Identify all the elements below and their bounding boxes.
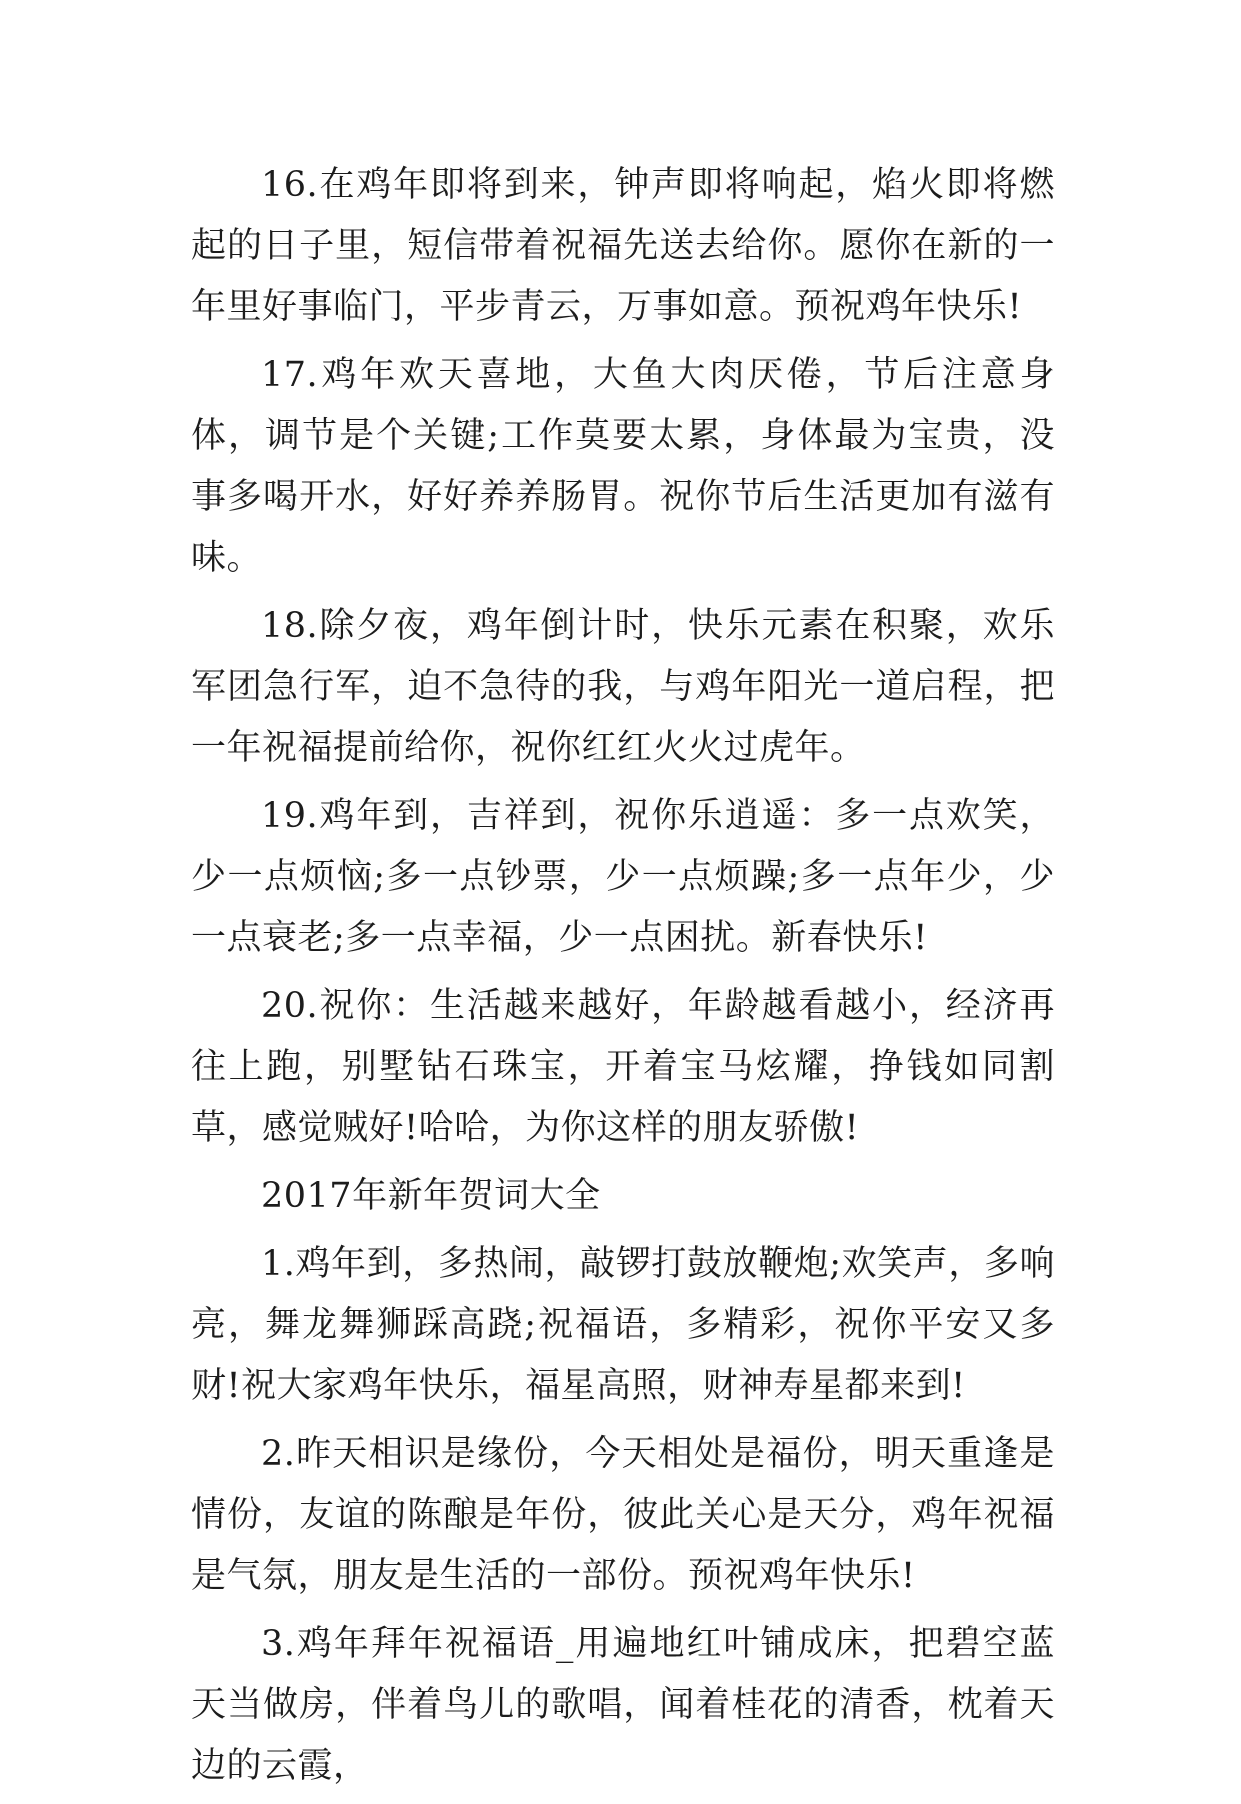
paragraph-17: 17.鸡年欢天喜地，大鱼大肉厌倦，节后注意身体，调节是个关键;工作莫要太累，身体最为宝贵，没事多喝开水，好好养养肠胃。祝你节后生活更加有滋有味。 (191, 355, 1055, 578)
paragraph-19: 19.鸡年到，吉祥到，祝你乐逍遥：多一点欢笑，少一点烦恼;多一点钞票，少一点烦躁;多一点年少，少一点衰老;多一点幸福，少一点困扰。新春快乐! (191, 796, 1055, 958)
paragraph-2: 2.昨天相识是缘份，今天相处是福份，明天重逢是情份，友谊的陈酿是年份，彼此关心是天分，鸡年祝福是气氛，朋友是生活的一部份。预祝鸡年快乐! (191, 1434, 1055, 1596)
paragraph-20: 20.祝你：生活越来越好，年龄越看越小，经济再往上跑，别墅钻石珠宝，开着宝马炫耀，挣钱如同割草，感觉贼好!哈哈，为你这样的朋友骄傲! (191, 986, 1055, 1148)
paragraph-16: 16.在鸡年即将到来，钟声即将响起，焰火即将燃起的日子里，短信带着祝福先送去给你。愿你在新的一年里好事临门，平步青云，万事如意。预祝鸡年快乐! (191, 165, 1055, 327)
document-body (191, 155, 1055, 1804)
paragraph-3: 3.鸡年拜年祝福语_用遍地红叶铺成床，把碧空蓝天当做房，伴着鸟儿的歌唱，闻着桂花的清香，枕着天边的云霞， (191, 1624, 1055, 1786)
section-heading: 2017年新年贺词大全 (261, 1176, 601, 1216)
paragraph-18: 18.除夕夜，鸡年倒计时，快乐元素在积聚，欢乐军团急行军，迫不急待的我，与鸡年阳光一道启程，把一年祝福提前给你，祝你红红火火过虎年。 (191, 606, 1055, 768)
paragraph-1: 1.鸡年到，多热闹，敲锣打鼓放鞭炮;欢笑声，多响亮，舞龙舞狮踩高跷;祝福语，多精彩，祝你平安又多财!祝大家鸡年快乐，福星高照，财神寿星都来到! (191, 1244, 1055, 1406)
